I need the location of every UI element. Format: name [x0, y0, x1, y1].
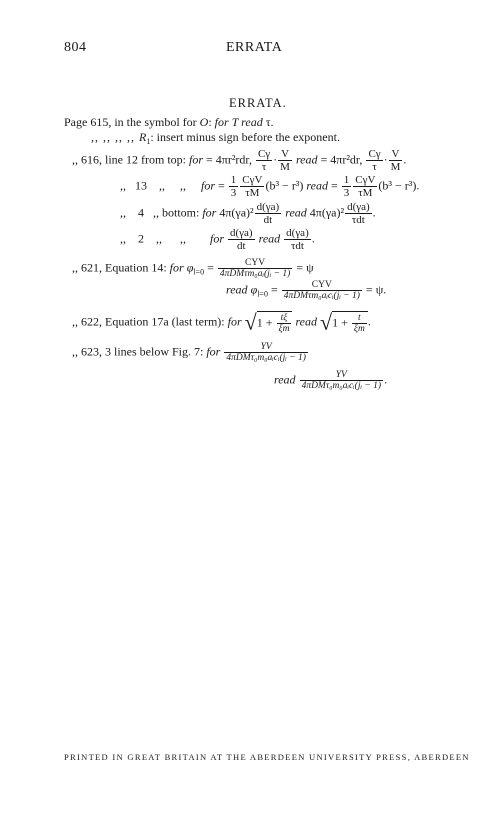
read-keyword: read [285, 205, 307, 220]
equals: = [270, 282, 278, 297]
fraction-num: CγV [242, 174, 263, 186]
fraction-den: τ [372, 161, 377, 173]
fraction [255, 201, 282, 226]
symbol: O [199, 115, 209, 129]
for-keyword: for [169, 260, 184, 275]
fraction-den: 4πDMτm₀aᵢ(jᵢ − 1) [219, 269, 291, 279]
phi-symbol: φ [250, 282, 258, 297]
entry-text: : insert minus sign before the exponent. [150, 130, 340, 144]
errata-line-621-read [226, 280, 386, 301]
read-keyword: read [226, 282, 248, 297]
radicand [257, 311, 293, 334]
ditto-marks: ,, [159, 178, 165, 193]
fraction-num: CγV [355, 174, 376, 186]
formula-tail: (b³ − r³) [265, 178, 304, 193]
fraction [284, 227, 311, 252]
right-text: τ. [262, 115, 274, 129]
fraction-den: 4πDMτm₀aᵢcᵢ(jᵢ − 1) [283, 291, 360, 301]
location: 616, line 12 from top: [81, 152, 186, 167]
for-keyword: for [189, 152, 204, 167]
read-keyword: read [258, 231, 281, 246]
fraction [300, 370, 384, 391]
errata-line-623 [72, 342, 309, 363]
location: 2 [138, 231, 144, 246]
errata-line-616-4 [120, 201, 376, 226]
symbol: R [139, 130, 147, 144]
page-ref: Page 615, [64, 115, 112, 129]
errata-title: ERRATA. [229, 96, 287, 110]
ditto-marks: ,, [180, 231, 186, 246]
for-keyword: for [214, 115, 229, 129]
fraction-den: τ [261, 161, 267, 173]
fraction [229, 174, 239, 199]
page-number: 804 [64, 40, 87, 55]
fraction-num: d(γa) [347, 201, 370, 213]
radicand-lead: 1 + [332, 315, 348, 330]
for-keyword: for [210, 231, 225, 246]
ditto-marks: ,, ,, ,, ,, [91, 130, 139, 144]
formula-wrong: = 4πr²rdr, [206, 152, 252, 167]
wrong-text: T [228, 115, 242, 129]
for-keyword: for [201, 178, 216, 193]
location: 622, Equation 17a (last term): [81, 314, 225, 329]
end-mark: . [372, 205, 376, 220]
printer-footer: PRINTED IN GREAT BRITAIN AT THE ABERDEEN UNIVERSITY PRESS, ABERDEEN [64, 752, 470, 762]
location-where: bottom: [162, 205, 200, 220]
errata-line-622 [72, 311, 371, 334]
errata-line-621 [72, 258, 314, 279]
symbol-subscript: 1 [146, 137, 151, 146]
ditto-marks: ,, [72, 260, 78, 275]
fraction-num: Cγ [368, 148, 381, 160]
fraction-den: τdt [351, 214, 365, 226]
fraction-num: t [352, 313, 367, 324]
fraction-num: YV [224, 342, 308, 353]
fraction [353, 174, 377, 199]
for-keyword: for [206, 344, 221, 359]
read-keyword: read [295, 152, 318, 167]
fraction [228, 227, 255, 252]
fraction [345, 201, 372, 226]
running-head: ERRATA [226, 40, 283, 55]
fraction-den: M [280, 161, 290, 173]
location: 4 [138, 205, 144, 220]
fraction-den: τdt [290, 240, 304, 252]
equals: = [330, 178, 338, 193]
ditto-marks: ,, [120, 231, 126, 246]
fraction-num: V [389, 148, 403, 161]
ditto-marks: ,, [120, 178, 126, 193]
entry-text: in the symbol for [111, 115, 200, 129]
read-keyword: read [274, 372, 296, 387]
radical-sign: √ [320, 309, 333, 335]
location: 623, 3 lines below Fig. 7: [81, 344, 204, 359]
fraction-den: 4πDMτ₀m₀aᵢcᵢ(jᵢ − 1) [226, 353, 306, 363]
errata-line-616-12: ,, 616, line 12 from top: for = 4πr²rdr, $\frac{C\gamma}{\tau}$ · $\frac{V}{M}$ read = 4πr²dr, $\frac{C\gamma}{\tau}$ · $\frac{V}{M}$ . [72, 148, 407, 173]
ditto-marks: ,, [153, 205, 159, 220]
fraction-den: τM [245, 187, 260, 199]
fraction [282, 280, 362, 301]
fraction-num: Cγ [257, 148, 271, 160]
fraction-den: dt [237, 240, 246, 252]
fraction [278, 148, 292, 173]
formula-pre: 4π(γa)² [309, 205, 345, 220]
fraction [366, 148, 382, 173]
radicand-lead: 1 + [256, 315, 273, 330]
formula-pre: 4π(γa)² [219, 205, 254, 220]
fraction-num: 1 [343, 174, 350, 186]
fraction-den: 3 [343, 187, 350, 199]
formula-tail: = ψ [296, 260, 314, 275]
fraction-num: CYV [218, 258, 292, 269]
ditto-marks: ,, [156, 231, 162, 246]
fraction-den: ξm [278, 324, 290, 334]
fraction-num: d(γa) [256, 201, 280, 213]
end-mark: . [403, 152, 407, 167]
fraction-den: τM [358, 187, 373, 199]
fraction [342, 174, 352, 199]
end-mark: . [384, 372, 388, 387]
equals: = [207, 260, 214, 275]
ditto-marks: ,, [72, 314, 78, 329]
fraction-num: YV [300, 370, 384, 381]
square-root [245, 311, 293, 334]
fraction-num: d(γa) [286, 227, 309, 239]
fraction-den: dt [263, 214, 273, 226]
fraction [389, 148, 403, 173]
fraction-den: M [390, 161, 401, 173]
read-keyword: read [306, 178, 328, 193]
ditto-marks: ,, [72, 344, 78, 359]
phi-symbol: φ [186, 260, 194, 275]
location: 13 [135, 178, 147, 193]
formula-tail: (b³ − r³). [378, 178, 420, 193]
errata-line-623-read [274, 370, 387, 391]
fraction [240, 174, 264, 199]
errata-line-615 [64, 115, 274, 129]
fraction-num: V [278, 148, 292, 161]
fraction-num: 1 [230, 174, 237, 186]
fraction-den: ξm [353, 324, 365, 334]
radical-sign: √ [244, 309, 257, 335]
end-mark: . [311, 231, 315, 246]
for-keyword: for [227, 314, 242, 329]
ditto-marks: ,, [180, 178, 186, 193]
fraction [256, 148, 272, 173]
fraction [277, 313, 292, 334]
fraction-den: 4πDMτ₀m₀aᵢcᵢ(jᵢ − 1) [301, 381, 382, 391]
read-keyword: read [241, 115, 263, 129]
formula-right: = 4πr²dr, [320, 152, 363, 167]
formula-tail: = ψ. [365, 282, 387, 297]
phi-subscript: l=0 [193, 267, 205, 277]
fraction [224, 342, 308, 363]
read-keyword: read [295, 314, 318, 329]
for-keyword: for [202, 205, 217, 220]
colon: : [208, 115, 215, 129]
errata-line-616-13 [120, 174, 419, 199]
fraction-num: tξ [277, 313, 292, 324]
ditto-marks: ,, [120, 205, 126, 220]
phi-subscript: l=0 [257, 289, 268, 299]
equals: = [218, 178, 225, 193]
fraction [352, 313, 367, 334]
end-mark: . [367, 314, 371, 329]
fraction-den: 3 [230, 187, 237, 199]
ditto-marks: ,, [72, 152, 78, 167]
location: 621, Equation 14: [81, 260, 167, 275]
radicand [332, 311, 368, 334]
errata-line-616-2 [120, 227, 315, 252]
square-root [320, 311, 368, 334]
errata-line-615-r1 [91, 130, 340, 144]
fraction-num: d(γa) [230, 227, 253, 239]
fraction-num: CYV [282, 280, 362, 291]
fraction [218, 258, 292, 279]
